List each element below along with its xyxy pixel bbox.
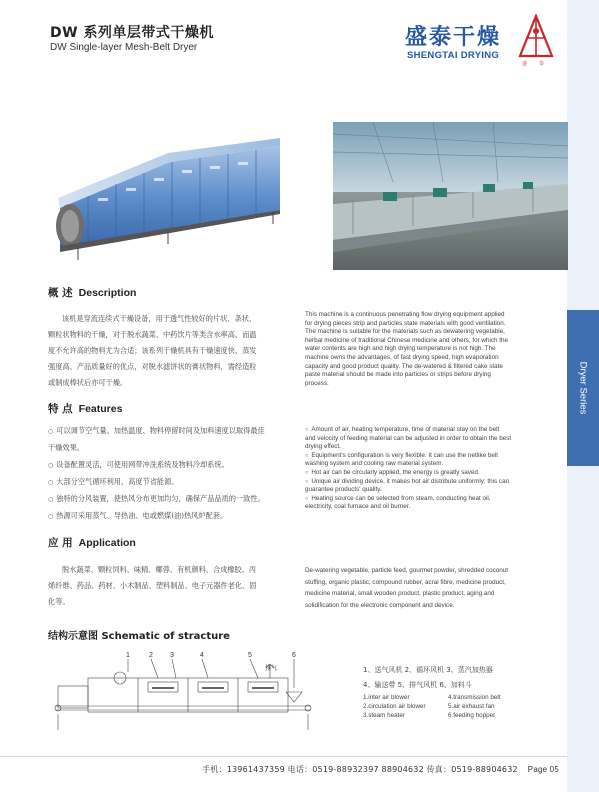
feature-en-line: ○ Heating source can be selected from steam, conducting heat oil, bbox=[305, 495, 560, 504]
description-cn-line: 强度高、产品质量好的优点，对脱水滤饼状的膏状物料，需经造粒 bbox=[48, 362, 257, 371]
application-cn-line: 化等。 bbox=[48, 597, 70, 606]
description-heading-cn: 概 述 bbox=[48, 287, 73, 299]
schematic-number: 4 bbox=[200, 652, 204, 659]
schematic-number: 5 bbox=[248, 652, 252, 659]
description-en bbox=[305, 311, 560, 388]
application-heading-en: Application bbox=[78, 537, 136, 549]
brand-logo-icon bbox=[518, 14, 554, 60]
footer-divider bbox=[0, 756, 567, 757]
description-en-line: water contents are high and high drying temperature is not high. The bbox=[305, 345, 496, 353]
legend-en-item: 5.air exhaust fan bbox=[448, 703, 495, 710]
feature-cn-item: 干燥效果。 bbox=[48, 443, 84, 452]
feature-cn-item: ○ 可以调节空气量、加热温度、物料停留时间及加料速度以取得最佳 bbox=[48, 423, 303, 440]
description-cn bbox=[48, 311, 303, 391]
brand-name-en: SHENGTAI DRYING bbox=[407, 50, 500, 61]
sidebar-section-tab bbox=[567, 310, 599, 466]
application-en-line: medicine material, small wooden product, plastic product, aging and bbox=[305, 590, 495, 597]
dryer-product-photo bbox=[48, 98, 290, 266]
feature-en-line: ○ Hot air can be circularly applied, the energy is greatly saved. bbox=[305, 469, 560, 478]
application-en-line: solidification for the electronic component and device. bbox=[305, 601, 455, 609]
footer bbox=[0, 764, 567, 775]
schematic-number: 3 bbox=[170, 652, 174, 659]
description-cn-line: 度不允许高的物料尤为合适；该系列干燥机具有干燥速度快、蒸发 bbox=[48, 346, 257, 355]
description-heading-en: Description bbox=[78, 287, 137, 299]
feature-en-line: electricity, coal furnace and oil burner. bbox=[305, 503, 411, 511]
legend-en-item: 4.transmission belt bbox=[448, 694, 501, 701]
feature-cn-item: ○ 大部分空气循环利用，高度节省能源。 bbox=[48, 474, 303, 491]
legend-cn-line: 4、输送带 5、排气风机 6、加料斗 bbox=[363, 681, 472, 689]
features-heading bbox=[48, 401, 122, 416]
description-cn-line: 颗粒状物料的干燥，对于脱水蔬菜、中药饮片等类含水率高、而温 bbox=[48, 330, 257, 339]
features-en-list bbox=[305, 426, 560, 512]
application-heading-cn: 应 用 bbox=[48, 537, 73, 549]
factory-installation-photo bbox=[333, 122, 568, 270]
schematic-heading: 结构示意图 Schematic of stracture bbox=[48, 631, 230, 642]
legend-en-item: 6.feeding hopper bbox=[448, 712, 496, 719]
legend-en-item: 3.steam heater bbox=[363, 712, 406, 719]
feature-en-line: and velocity of feeding material can be adjusted in order to obtain the best bbox=[305, 434, 512, 442]
page-title-en: DW Single-layer Mesh-Belt Dryer bbox=[50, 42, 198, 53]
footer-contact: 手机：13961437359 电话：0519-88932397 88904632 传真：0519-88904632 bbox=[202, 765, 518, 774]
description-en-line: This machine is a continuous penetrating flow drying equipment applied bbox=[305, 311, 505, 318]
description-en-line: capacity and good product quality. The de-watered & filtered cake state bbox=[305, 362, 503, 370]
page-number: Page 05 bbox=[527, 765, 559, 774]
description-en-line: herbal medicine of traditional Chinese medicine and others, for which the bbox=[305, 336, 509, 344]
logo-char-left: 盛 bbox=[522, 61, 528, 67]
description-cn-line: 或制成棒状后亦可干燥。 bbox=[48, 378, 128, 387]
feature-en-line: ○ Equipment's configuration is very flexible. It can use the netlike belt bbox=[305, 452, 560, 461]
legend-cn-line: 1、送气风机 2、循环风机 3、蒸汽加热器 bbox=[363, 666, 493, 674]
description-en-line: process. bbox=[305, 379, 329, 387]
description-en-line: for drying pieces strip and particles state materials with good ventilation. bbox=[305, 319, 506, 327]
legend-en-item: 1.inter air blower bbox=[363, 694, 410, 701]
description-en-line: The machine is suitable for the materials such as dewatering vegetable, bbox=[305, 328, 505, 336]
application-en-line: De-watering vegetable, particle feed, gourmet powder, shredded coconut bbox=[305, 567, 509, 574]
description-cn-line: 该机是穿流连续式干燥设备，用于透气性较好的片状、条状、 bbox=[62, 314, 257, 323]
description-en-line: paste material should be made into particles or strips before drying bbox=[305, 371, 491, 379]
schematic-number: 6 bbox=[292, 652, 296, 659]
description-en-line: machine owns the advantages, of fast drying speed, high evaporation bbox=[305, 353, 499, 361]
feature-cn-item: ○ 热源可采用蒸气、导热油、电或燃煤(油)热风炉配套。 bbox=[48, 508, 303, 525]
exhaust-label: 排气 bbox=[265, 665, 278, 672]
brand-name-cn: 盛泰干燥 bbox=[405, 24, 502, 50]
features-cn-list bbox=[48, 423, 303, 525]
description-heading bbox=[48, 285, 136, 300]
application-cn bbox=[48, 562, 303, 610]
schematic-number: 1 bbox=[126, 652, 130, 659]
schematic-number: 2 bbox=[149, 652, 153, 659]
features-heading-en: Features bbox=[78, 403, 123, 415]
sidebar-tab-label: Dryer Series bbox=[577, 361, 589, 415]
feature-en-line: drying effect. bbox=[305, 443, 341, 451]
page-title-cn: DW 系列单层带式干燥机 bbox=[50, 25, 214, 41]
feature-en-line: guarantee products' quality. bbox=[305, 486, 382, 494]
application-cn-line: 烯纤维、药品、药材、小木制品、塑料制品、电子元器件老化、固 bbox=[48, 581, 257, 590]
application-en bbox=[305, 565, 560, 611]
application-heading bbox=[48, 535, 136, 550]
schematic-diagram bbox=[48, 648, 318, 733]
legend-en-item: 2.circulation air blower bbox=[363, 703, 426, 710]
feature-cn-item: ○ 设备配置灵活，可使用网带冲洗系统及物料冷却系统。 bbox=[48, 457, 303, 474]
application-cn-line: 脱水蔬菜、颗粒饲料、味精、椰蓉、有机颜料、合成橡胶、丙 bbox=[62, 565, 257, 574]
feature-en-line: washing system and cooling raw material system. bbox=[305, 460, 444, 468]
feature-en-line: ○ Unique air dividing device, it makes hot air distribute uniformly; this can bbox=[305, 478, 560, 487]
application-en-line: stuffing, organic plastic, compound rubber, acral fibre, medicine product, bbox=[305, 578, 506, 586]
feature-cn-item: ○ 独特的分风装置，使热风分布更加均匀，确保产品品质的一致性。 bbox=[48, 491, 303, 508]
feature-en-line: ○ Amount of air, heating temperature, time of material stay on the belt bbox=[305, 426, 560, 435]
features-heading-cn: 特 点 bbox=[48, 403, 73, 415]
logo-char-right: 泰 bbox=[539, 61, 545, 67]
